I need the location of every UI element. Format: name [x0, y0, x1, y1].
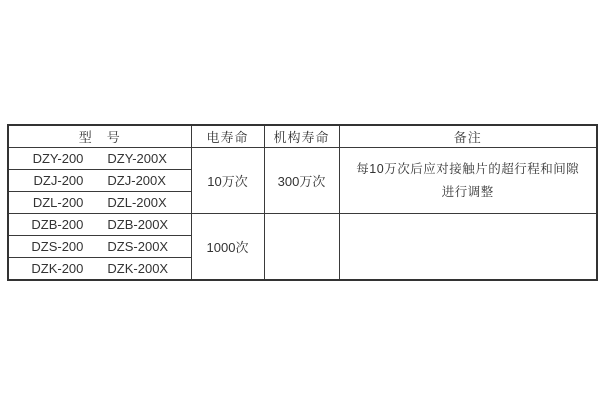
model-name: DZB-200 [31, 217, 84, 232]
model-pair [9, 173, 191, 188]
model-name: DZY-200 [32, 151, 84, 166]
model-cell [8, 258, 191, 281]
table-row [8, 214, 597, 236]
model-name: DZY-200X [107, 151, 167, 166]
header-row [8, 125, 597, 148]
model-cell [8, 214, 191, 236]
model-pair [9, 195, 191, 210]
header-electrical-life: 电寿命 [191, 125, 264, 148]
model-name: DZS-200 [31, 239, 84, 254]
mechanism-life-cell: 300万次 [264, 148, 339, 214]
header-model: 型 号 [8, 125, 191, 148]
model-pair [9, 261, 191, 276]
model-cell [8, 192, 191, 214]
model-name: DZK-200 [31, 261, 84, 276]
remarks-cell-empty [339, 214, 597, 281]
remarks-cell [339, 148, 597, 214]
model-pair [9, 239, 191, 254]
model-pair [9, 217, 191, 232]
model-cell [8, 236, 191, 258]
electrical-life-cell: 1000次 [191, 214, 264, 281]
model-cell [8, 170, 191, 192]
table-row [8, 148, 597, 170]
mechanism-life-cell-empty [264, 214, 339, 281]
model-pair [9, 151, 191, 166]
electrical-life-cell: 10万次 [191, 148, 264, 214]
header-mechanism-life: 机构寿命 [264, 125, 339, 148]
model-name: DZB-200X [107, 217, 169, 232]
model-name: DZK-200X [107, 261, 169, 276]
remarks-text-line1: 每10万次后应对接触片的超行程和间隙 [356, 161, 580, 176]
model-name: DZL-200X [107, 195, 167, 210]
model-name: DZJ-200X [107, 173, 166, 188]
header-remarks: 备注 [339, 125, 597, 148]
model-name: DZJ-200 [33, 173, 84, 188]
remarks-text-line2: 进行调整 [441, 184, 494, 199]
model-name: DZS-200X [107, 239, 169, 254]
spec-table [7, 124, 598, 281]
model-name: DZL-200 [32, 195, 84, 210]
model-cell [8, 148, 191, 170]
